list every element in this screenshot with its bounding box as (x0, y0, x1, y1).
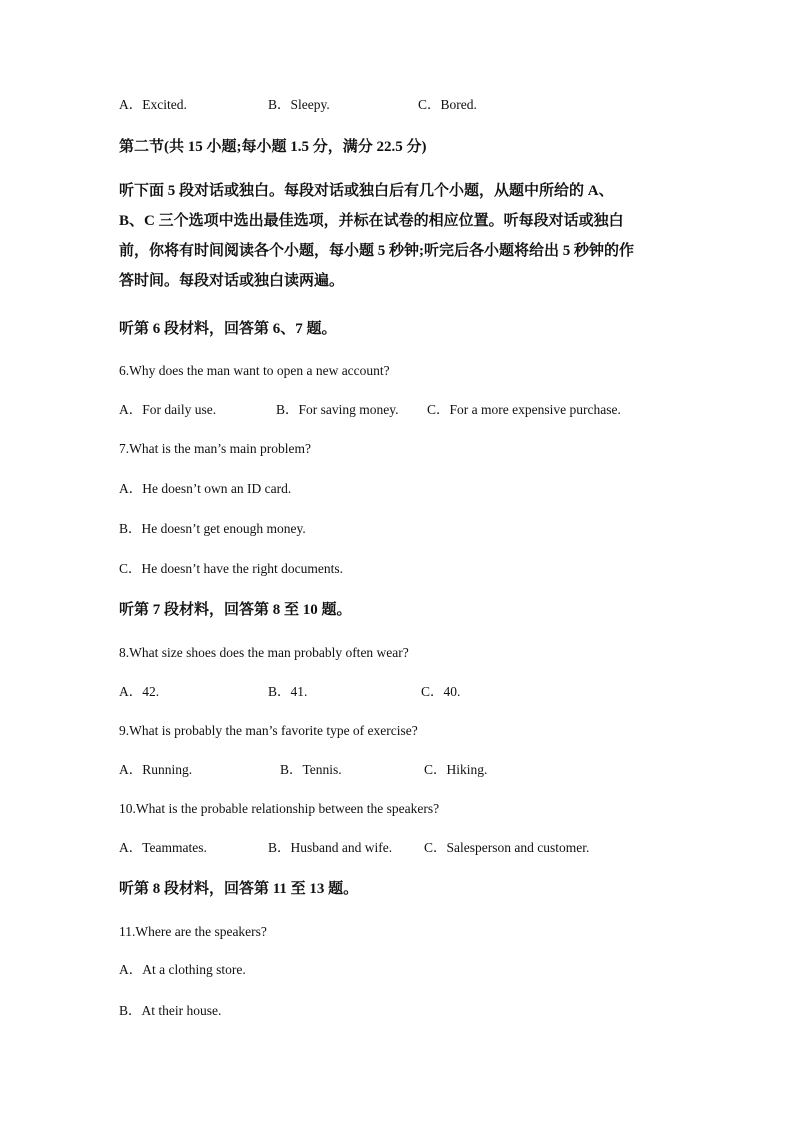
q11-option-a: A．At a clothing store. (119, 962, 246, 977)
instructions-line: B、C 三个选项中选出最佳选项，并标在试卷的相应位置。听每段对话或独白 (119, 213, 624, 229)
q6-option-b: B．For saving money. (276, 402, 399, 417)
q7-option-a: A．He doesn’t own an ID card. (119, 481, 292, 496)
instructions-line: 前，你将有时间阅读各个小题，每小题 5 秒钟;听完后各小题将给出 5 秒钟的作 (119, 243, 634, 259)
q8-option-b: B．41. (268, 684, 308, 699)
q5-option-a: A．Excited. (119, 97, 187, 112)
material-6-heading: 听第 6 段材料，回答第 6、7 题。 (119, 321, 337, 337)
q5-option-c: C．Bored. (418, 97, 477, 112)
q7-option-c: C．He doesn’t have the right documents. (119, 561, 343, 576)
q9-option-a: A．Running. (119, 762, 193, 777)
instructions-line: 答时间。每段对话或独白读两遍。 (119, 273, 345, 289)
instructions-line: 听下面 5 段对话或独白。每段对话或独白后有几个小题，从题中所给的 A、 (119, 183, 614, 199)
q8-option-c: C．40. (421, 684, 461, 699)
q7-option-b: B．He doesn’t get enough money. (119, 521, 306, 536)
q11-option-b: B．At their house. (119, 1003, 222, 1018)
q5-option-b: B．Sleepy. (268, 97, 330, 112)
q9-option-b: B．Tennis. (280, 762, 342, 777)
section-header: 第二节(共 15 小题;每小题 1.5 分，满分 22.5 分) (119, 139, 427, 155)
material-7-heading: 听第 7 段材料，回答第 8 至 10 题。 (119, 602, 352, 618)
q10-option-b: B．Husband and wife. (268, 840, 393, 855)
q8-question: 8.What size shoes does the man probably often wear? (119, 645, 409, 660)
q8-option-a: A．42. (119, 684, 160, 699)
q11-question: 11.Where are the speakers? (119, 924, 267, 939)
q10-option-c: C．Salesperson and customer. (424, 840, 590, 855)
q6-option-a: A．For daily use. (119, 402, 217, 417)
material-8-heading: 听第 8 段材料，回答第 11 至 13 题。 (119, 881, 359, 897)
q9-option-c: C．Hiking. (424, 762, 488, 777)
instructions (119, 176, 679, 296)
q10-option-a: A．Teammates. (119, 840, 207, 855)
q6-option-c: C．For a more expensive purchase. (427, 402, 621, 417)
q9-question: 9.What is probably the man’s favorite type of exercise? (119, 723, 418, 738)
q6-question: 6.Why does the man want to open a new account? (119, 363, 390, 378)
q10-question: 10.What is the probable relationship between the speakers? (119, 801, 440, 816)
q7-question: 7.What is the man’s main problem? (119, 441, 311, 456)
